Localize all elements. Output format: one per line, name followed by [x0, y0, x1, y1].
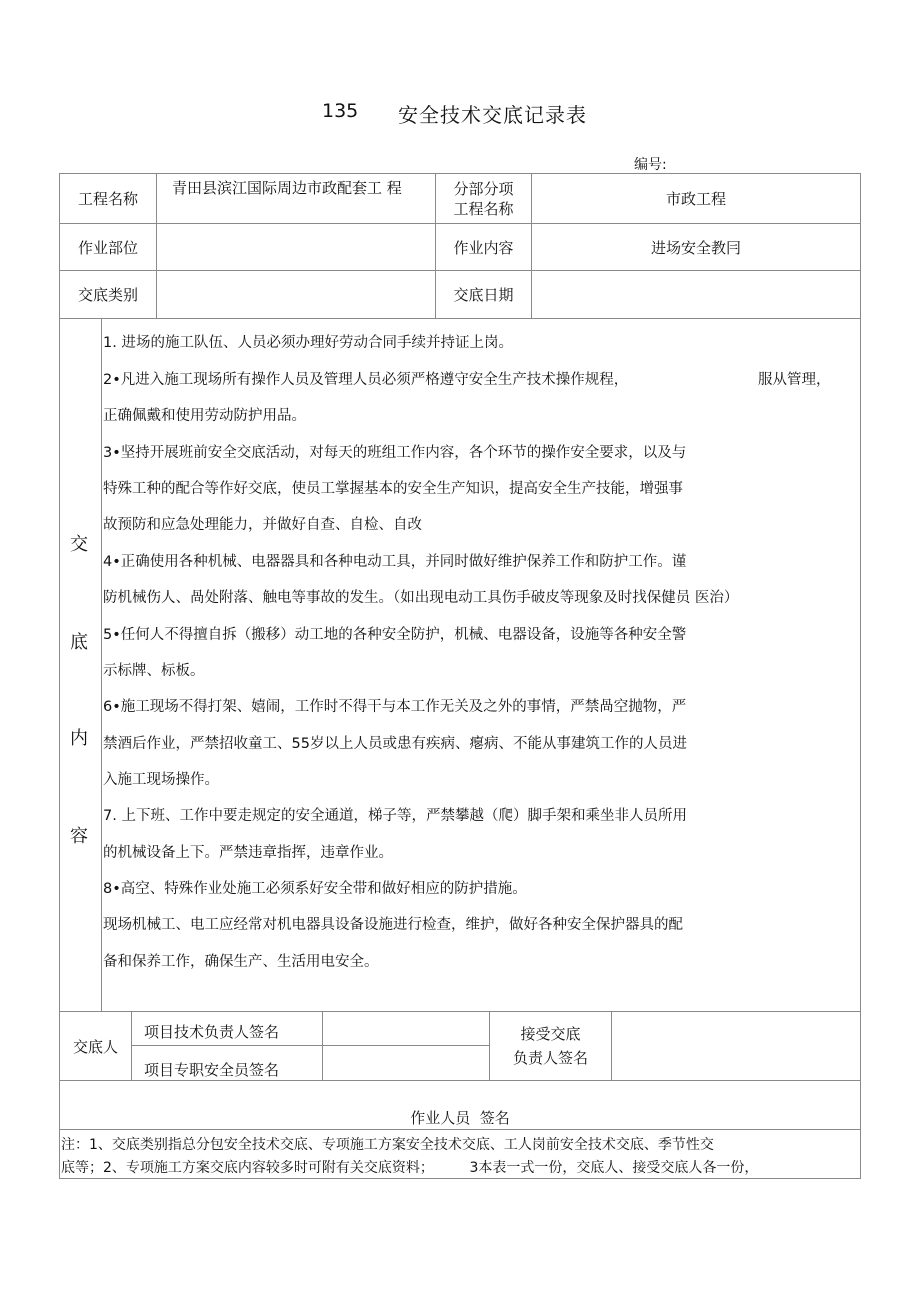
safety-officer-sign-field[interactable] — [323, 1046, 489, 1080]
content-line: 3•坚持开展班前安全交底活动，对每天的班组工作内容，各个环节的操作安全要求，以及与 — [103, 445, 687, 461]
sub-project-label — [436, 174, 531, 223]
content-label-char: 内 — [70, 728, 88, 749]
briefer-label: 交底人 — [72, 1037, 118, 1056]
grid-line — [59, 1178, 861, 1179]
project-name-value[interactable]: 青田县滨江国际周边市政配套工 程 — [172, 178, 402, 197]
content-line-tail: 服从管理， — [758, 372, 831, 388]
content-line: 示标牌、标板。 — [103, 663, 205, 679]
receiver-label-line2: 负责人签名 — [512, 1049, 588, 1067]
briefing-date-label: 交底日期 — [453, 286, 514, 304]
work-content-value[interactable]: 进场安全教冃 — [650, 238, 741, 257]
content-line: 防机械伤人、咼处附落、触电等事故的发生。（如出现电动工具伤手破皮等现象及时找保健员 医治） — [103, 590, 739, 606]
work-location-value[interactable] — [157, 224, 435, 270]
work-location-label: 作业部位 — [77, 238, 138, 257]
grid-line — [131, 1011, 132, 1080]
grid-line — [59, 318, 861, 319]
safety-officer-sign-label: 项目专职安全员签名 — [144, 1060, 280, 1079]
content-line: 5•任何人不得擅自拆（搬移）动工地的各种安全防护，机械、电器设备，设施等各种安全警 — [103, 627, 687, 643]
briefing-type-label: 交底类别 — [77, 286, 138, 304]
content-line: 2•凡进入施工现场所有操作人员及管理人员必须严格遵守安全生产技术操作规程， — [103, 372, 629, 388]
receiver-label-line1: 接受交底 — [520, 1025, 581, 1043]
tech-lead-sign-label: 项目技术负责人签名 — [144, 1022, 280, 1041]
content-line: 备和保养工作，确保生产、生活用电安全。 — [103, 954, 379, 970]
content-line: 7. 上下班、工作中要走规定的安全通道，梯子等，严禁攀越（爬）脚手架和乘坐非人员所用 — [103, 808, 687, 824]
sub-project-label-line2: 工程名称 — [453, 199, 514, 218]
content-line: 的机械设备上下。严禁违章指挥，违章作业。 — [103, 845, 393, 861]
form-number: 135 — [322, 100, 359, 122]
content-line: 特殊工种的配合等作好交底，使员工掌握基本的安全生产知识，提高安全生产技能，增强事 — [103, 481, 683, 497]
briefing-date-value[interactable] — [532, 271, 860, 318]
content-line: 6•施工现场不得打架、嬉闹，工作时不得干与本工作无关及之外的事情，严禁咼空抛物，严 — [103, 699, 687, 715]
content-line: 8•高空、特殊作业处施工必须系好安全带和做好相应的防护措施。 — [103, 881, 527, 897]
grid-line — [860, 173, 861, 1179]
document-number-label: 编号: — [634, 157, 667, 173]
grid-line — [101, 318, 102, 1011]
content-line: 正确佩戴和使用劳动防护用品。 — [103, 408, 306, 424]
content-line: 入施工现场操作。 — [103, 772, 219, 788]
project-name-label: 工程名称 — [77, 190, 138, 208]
note-line: 注：1、交底类别指总分包安全技术交底、专项施工方案安全技术交底、工人岗前安全技术交底、季节性交 — [61, 1137, 714, 1153]
content-line: 故预防和应急处理能力，并做好自查、自检、自改 — [103, 517, 422, 533]
receiver-label — [490, 1018, 611, 1074]
sub-project-value[interactable]: 市政工程 — [665, 190, 726, 208]
work-content-label: 作业内容 — [453, 238, 514, 257]
sub-project-label-line1: 分部分项 — [453, 179, 514, 198]
content-label-char: 底 — [70, 632, 88, 653]
content-label-char: 交 — [70, 534, 88, 555]
form-title: 安全技术交底记录表 — [398, 103, 587, 127]
workers-sign-label: 作业人员 签名 — [410, 1108, 510, 1127]
tech-lead-sign-field[interactable] — [323, 1012, 489, 1045]
content-line: 禁酒后作业，严禁招收童工、55岁以上人员或患有疾病、瘪病、不能从事建筑工作的人员进 — [103, 736, 687, 752]
note-line: 底等；2、专项施工方案交底内容较多时可附有关交底资料； 3本表一式一份，交底人、接受交底人各一份， — [61, 1160, 759, 1176]
grid-line — [59, 1129, 861, 1130]
content-line: 1. 进场的施工队伍、人员必须办理好劳动合同手续并持证上岗。 — [103, 335, 513, 351]
briefing-type-value[interactable] — [157, 271, 435, 318]
receiver-sign-field[interactable] — [612, 1012, 860, 1080]
content-line: 4•正确使用各种机械、电器器具和各种电动工具，并同时做好维护保养工作和防护工作。谨 — [103, 554, 687, 570]
content-label-char: 容 — [70, 826, 88, 847]
content-line: 现场机械工、电工应经常对机电器具设备设施进行检查，维护，做好各种安全保护器具的配 — [103, 917, 683, 933]
